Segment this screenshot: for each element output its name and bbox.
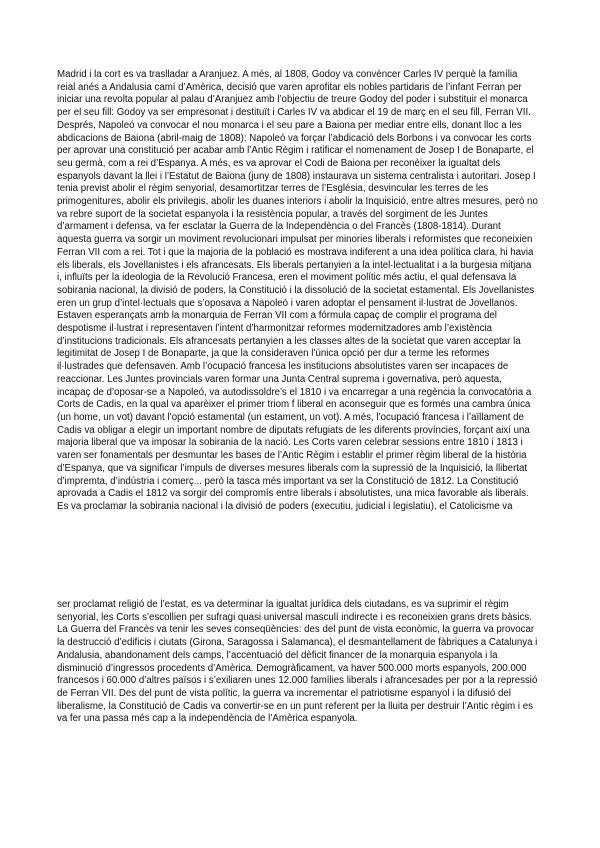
text-line: disminució d’ingressos procedents d’Amèrica. Demogràficament, va haver 500.000 morts espanyols, 200.000 bbox=[57, 662, 527, 674]
text-line: Andalusia, abandonament dels camps, l’accentuació del dèficit financer de la monarquia espanyola i la bbox=[57, 649, 498, 661]
text-line: despotisme il·lustrat i representaven l’intent d’harmonitzar reformes modernitzadores amb l’existència bbox=[57, 323, 493, 335]
text-line: francesos i 60.000 d’altres països i s’exiliaren unes 12.000 famílies liberals i afrancesades per por a la repressió bbox=[57, 675, 538, 687]
text-line: d’Espanya, que va significar l’impuls de diverses mesures liberals com la supressió de la Inquisició, la llibertat bbox=[57, 462, 528, 474]
text-line: primogenitures, abolir els privilegis, abolir les duanes interiors i abolir la Inquisició, entre altres mesures, però no bbox=[57, 196, 538, 208]
text-line: Després, Napoleó va convocar el nou monarca i el seu pare a Baiona per mediar entre ells, donant lloc a les bbox=[57, 119, 522, 131]
text-line: ser proclamat religió de l’estat, es va determinar la igualtat jurídica dels ciutadans, es va suprimir el règim bbox=[57, 599, 509, 610]
paragraph-1 bbox=[57, 69, 577, 514]
text-line: Ferran VII com a rei. Tot i que la majoria de la població es mostrava indiferent a una idea política clara, hi havia bbox=[57, 246, 534, 258]
text-line: aquesta guerra va sorgir un moviment revolucionari impulsat per minories liberals i reformistes que reconeixien bbox=[57, 234, 533, 246]
text-line: La Guerra del Francès va tenir les seves conseqüències: des del punt de vista econòmic, la guerra va provocar bbox=[57, 624, 535, 636]
text-line: Madrid i la cort es va traslladar a Aranjuez. A més, al 1808, Godoy va convèncer Carles IV perquè la família bbox=[57, 69, 518, 80]
text-line: d’impremta, d’indústria i comerç... però la tasca més important va ser la Constitució de 1812. La Constitució bbox=[57, 475, 519, 487]
text-line: els liberals, els Jovellanistes i els afrancesats. Els liberals pertanyien a la intel·lectualitat i a la burgesia mitjana bbox=[57, 259, 532, 271]
text-line: d’armament i defensa, va fer esclatar la Guerra de la Independència o del Francès (1808-1814). Durant bbox=[57, 221, 501, 233]
text-line: va fer una passa més cap a la independència de l’Amèrica espanyola. bbox=[57, 713, 358, 725]
text-line: (un home, un vot) davant l’opció estamental (un estament, un vot). A més, l’ocupació francesa i l’aïllament de bbox=[57, 411, 524, 423]
text-line: d’institucions tradicionals. Els afrancesats pertanyien a les classes altes de la societat que varen acceptar la bbox=[57, 335, 521, 347]
text-line: majoria liberal que va imposar la sobirania de la nació. Les Corts varen celebrar sessions entre 1810 i 1813 i bbox=[57, 437, 523, 449]
text-line: Cadis va obligar a elegir un important nombre de diputats refugiats de les diferents províncies, forçant així una bbox=[57, 424, 530, 436]
text-line: Corts de Cadis, en la qual va aparèixer el primer triom f liberal en aconseguir que es formés una cambra única bbox=[57, 399, 531, 411]
text-line: i, influïts per la ideologia de la Revolució Francesa, eren el moviment polític més actiu, el qual defensava la bbox=[57, 272, 517, 284]
text-line: sobirania nacional, la divisió de poders, la Constitució i la dissolució de la societat estamental. Els Jovellanistes bbox=[57, 284, 535, 296]
text-line: reaccionar. Les Juntes provincials varen formar una Junta Central suprema i governativa, però aquesta, bbox=[57, 373, 502, 385]
text-line: incapaç de d’oposar-se a Napoleó, va autodissoldre’s el 1810 i va encarregar a una regència la convocatòria a bbox=[57, 386, 532, 398]
text-line: per aprovar una constitució per acabar amb l’Antic Règim i ratificar el nomenament de Josep I de Bonaparte, el bbox=[57, 145, 534, 157]
paragraph-2 bbox=[57, 599, 577, 726]
text-line: Estaven esperançats amb la monarquia de Ferran VII com a fórmula capaç de complir el programa del bbox=[57, 310, 497, 322]
text-line: reial anés a Andalusia camí d’Amèrica, decisió que varen aprofitar els nobles partidaris de l’infant Ferran per bbox=[57, 81, 522, 93]
text-line: per el seu fill: Godoy va ser empresonat i destituït i Carles IV va abdicar el 19 de març en el seu fill, Ferran VII. bbox=[57, 107, 531, 119]
text-line: espanyols davant la llei i l’Estatut de Baiona (juny de 1808) instaurava un sistema centralista i autoritari. Josep I bbox=[57, 170, 536, 182]
text-line: varen ser fonamentals per desmuntar les bases de l’Antic Règim i establir el primer règim liberal de la història bbox=[57, 450, 527, 462]
text-line: seu germà, com a rei d’Espanya. A més, es va aprovar el Codi de Baiona per reconèixer la igualtat dels bbox=[57, 157, 501, 169]
text-line: va rebre suport de la societat espanyola i la resistència popular, a través del sorgiment de les Juntes bbox=[57, 208, 488, 220]
text-line: aprovada a Cadis el 1812 va sorgir del compromís entre liberals i absolutistes, una mica favorable als liberals. bbox=[57, 488, 529, 500]
text-line: de Ferran VII. Des del punt de vista polític, la guerra va incrementar el patriotisme espanyol i la difusió del bbox=[57, 687, 511, 699]
text-line: eren un grup d’intel·lectuals que s’oposava a Napoleó i varen adoptar el pensament il·lustrat de Jovellanos. bbox=[57, 297, 518, 309]
text-line: tenia previst abolir el règim senyorial, desamortitzar terres de l’Església, desvincular les terres de les bbox=[57, 183, 489, 195]
text-line: iniciar una revolta popular al palau d’Aranjuez amb l’objectiu de treure Godoy del poder i substituir el monarca bbox=[57, 94, 528, 106]
text-line: liberalisme, la Constitució de Cadis va convertir-se en un punt referent per la lluita per destruir l’Antic règim i es bbox=[57, 700, 533, 712]
text-line: il·lustrades que defensaven. Amb l’ocupació francesa les institucions absolutistes varen ser incapaces de bbox=[57, 361, 509, 373]
text-line: legitimitat de Josep I de Bonaparte, ja que la consideraven l’única opció per dur a terme les reformes bbox=[57, 348, 490, 360]
text-line: abdicacions de Baiona (abril-maig de 1808): Napoleó va forçar l’abdicació dels Borbons i va convocar les corts bbox=[57, 132, 532, 144]
text-line: la destrucció d’edificis i ciutats (Girona, Saragossa i Salamanca), el desmantellament de fàbriques a Catalunya i bbox=[57, 637, 538, 649]
text-line: Es va proclamar la sobirania nacional i la divisió de poders (executiu, judicial i legislatiu), el Catolicisme va bbox=[57, 500, 513, 512]
text-line: senyorial, les Corts s’escollien per sufragi quasi universal masculí indirecte i es reconeixien grans drets bàsics. bbox=[57, 611, 532, 623]
